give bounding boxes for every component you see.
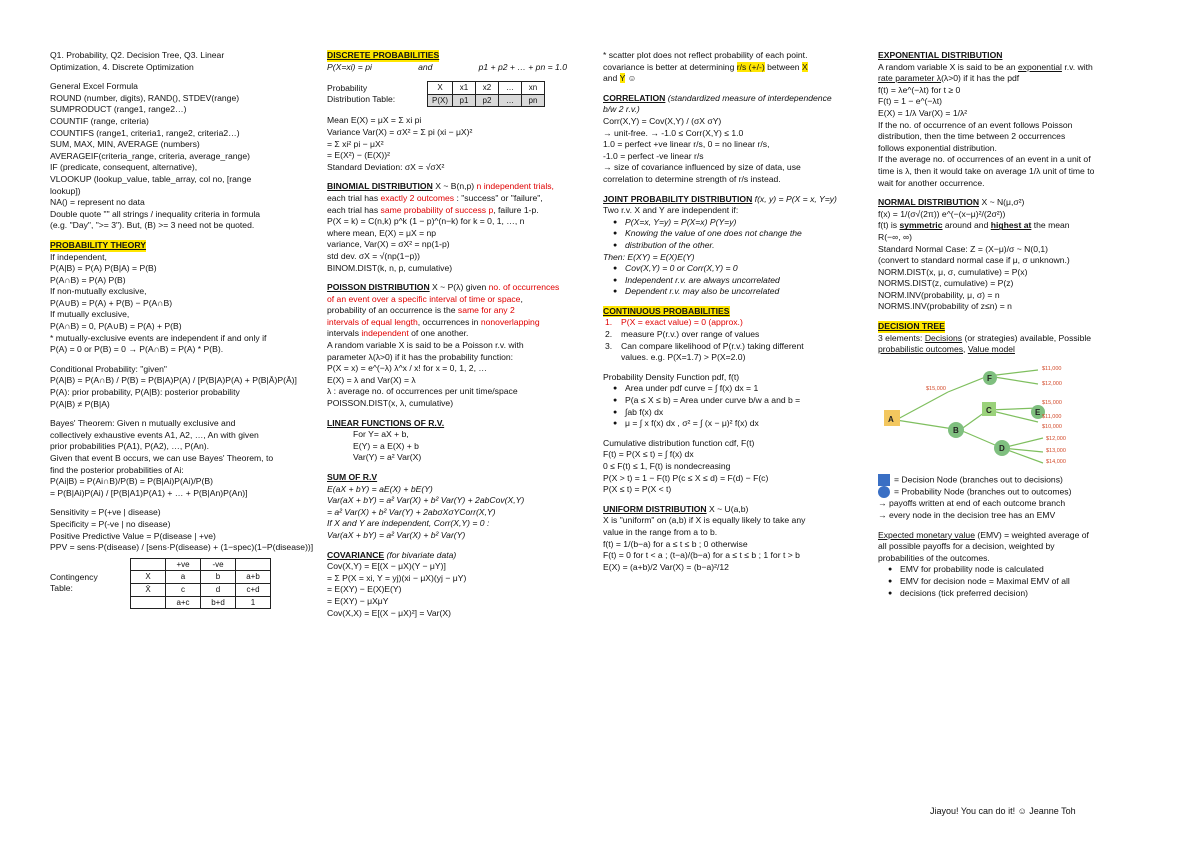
discrete-sum: p1 + p2 + … + pn = 1.0	[478, 61, 567, 72]
joint-bullets	[603, 217, 871, 252]
linear-title: LINEAR FUNCTIONS OF R.V.	[327, 417, 445, 428]
excel-list-item: Double quote "" all strings / inequality criteria in formula	[50, 208, 261, 219]
corr-list-item: correlation to determine strength of r/s instead.	[603, 173, 781, 184]
excel-list-item: SUMPRODUCT (range1, range2…)	[50, 104, 187, 115]
continuous-title: CONTINUOUS PROBABILITIES	[603, 305, 730, 316]
payoff-label: $11,000	[1042, 365, 1062, 372]
correlation-title: CORRELATION	[603, 92, 666, 103]
legend-payoff: → payoffs written at end of each outcome branch	[878, 498, 1066, 509]
binomial-list	[327, 193, 595, 216]
contingency-cell: X	[131, 571, 166, 584]
unif-list-item: F(t) = 0 for t < a ; (t−a)/(b−a) for a ≤ t ≤ b ; 1 for t > b	[603, 550, 800, 561]
joint-bul2-item: ● Independent r.v. are always uncorrelated	[603, 275, 871, 287]
prob-list-item: If non-mutually exclusive,	[50, 286, 147, 297]
poisson-notation: X ~ P(λ) given	[429, 282, 489, 293]
binomial-notation: X ~ B(n,p)	[432, 181, 477, 192]
binomial-trials: n independent trials,	[476, 181, 554, 192]
poisson-occurrences: no. of occurrences	[488, 282, 560, 293]
joint-intro: Two r.v. X and Y are independent if:	[603, 205, 739, 216]
discrete-title: DISCRETE PROBABILITIES	[327, 50, 440, 60]
exp-list-item: If the average no. of occurrences of an event in a unit of	[878, 154, 1091, 165]
legend-emv: → every node in the decision tree has an EMV	[878, 510, 1056, 521]
correlation-list	[603, 116, 871, 186]
pdf-list	[603, 383, 871, 429]
exp-list-item: E(X) = 1/λ Var(X) = 1/λ²	[878, 107, 968, 118]
bayes-list	[50, 418, 318, 499]
poisson-list-item: of an event over a specific interval of time or space,	[327, 293, 523, 304]
contingency-cell	[131, 596, 166, 609]
binom-list-item: each trial has same probability of success p, failure 1-p.	[327, 204, 539, 215]
sens-list-item: Positive Predictive Value = P(disease | +ve)	[50, 530, 216, 541]
pdf-list-item: ● Area under pdf curve = ∫ f(x) dx = 1	[603, 383, 871, 395]
joint-title: JOINT PROBABILITY DISTRIBUTION	[603, 193, 753, 204]
normal-sub: X ~ N(μ,σ²)	[979, 197, 1025, 208]
uniform-sub: X ~ U(a,b)	[706, 503, 749, 514]
contingency-cell: a+c	[166, 596, 201, 609]
covariance-title: COVARIANCE	[327, 549, 385, 560]
prob-list-item: P(A∪B) = P(A) + P(B) − P(A∩B)	[50, 297, 173, 308]
linear-list-item: Var(Y) = a² Var(X)	[353, 452, 422, 463]
joint-bullets-2	[603, 263, 871, 298]
unif-list-item: f(t) = 1/(b−a) for a ≤ t ≤ b ; 0 otherwise	[603, 538, 748, 549]
corr-list-item: -1.0 = perfect -ve linear r/s	[603, 150, 704, 161]
moments-list-item: Standard Deviation: σX = √σX²	[327, 161, 445, 172]
cdf-list-item: 0 ≤ F(t) ≤ 1, F(t) is nondecreasing	[603, 461, 731, 471]
decision-tree-intro	[878, 333, 1150, 356]
prob-list-item: If independent,	[50, 251, 107, 262]
decision-tree-diagram	[878, 360, 1128, 465]
payoff-label: $10,000	[1042, 423, 1062, 430]
exp-list-item: wait for another occurrence.	[878, 177, 985, 188]
dist-cell: x2	[476, 82, 499, 95]
excel-list-item: lookup])	[50, 185, 81, 196]
uniform-title: UNIFORM DISTRIBUTION	[603, 503, 707, 514]
poisson-title: POISSON DISTRIBUTION	[327, 282, 430, 293]
cdf-list-item: P(X ≤ t) = P(X < t)	[603, 484, 672, 495]
contingency-table	[130, 558, 271, 609]
excel-list	[50, 93, 318, 232]
prob-list-item: P(A) = 0 or P(B) = 0 → P(A∩B) = P(A) * P(B).	[50, 344, 224, 355]
contingency-cell: c	[166, 583, 201, 596]
sensitivity-list	[50, 507, 318, 553]
conditional-list	[50, 375, 318, 410]
contingency-cell: a+b	[236, 571, 271, 584]
linear-list	[327, 429, 595, 464]
dt-intro-item: 3 elements: Decisions (or strategies) available, Possible	[878, 332, 1092, 343]
node-label: B	[953, 425, 959, 435]
excel-list-item: SUM, MAX, MIN, AVERAGE (numbers)	[50, 139, 200, 150]
exp-list-item: distribution, then the time between 2 occurrences	[878, 131, 1066, 142]
contingency-cell: +ve	[166, 558, 201, 571]
moments-list-item: Mean E(X) = μX = Σ xi pi	[327, 115, 422, 126]
excel-list-item: (e.g. "Day", ">= 3"). But, (B) >= 3 need not be quoted.	[50, 220, 255, 231]
dist-cell: P(X)	[428, 94, 453, 107]
contingency-cell: b	[201, 571, 236, 584]
payoff-label: $12,000	[1042, 380, 1062, 387]
joint-bul2-item: ● Dependent r.v. may also be uncorrelated	[603, 286, 871, 298]
scatter-list-item: covariance is better at determining r/s (+/-) between X	[603, 61, 808, 72]
moments-list-item: = E(X²) − (E(X))²	[327, 150, 391, 161]
poisson-list-item: intervals of equal length, occurrences in nonoverlapping	[327, 316, 540, 327]
cond-list-item: P(A|B) ≠ P(B|A)	[50, 398, 110, 409]
binom-eq-item: std dev. σX = √(np(1−p))	[327, 250, 420, 261]
excel-list-item: VLOOKUP (lookup_value, table_array, col no, [range	[50, 173, 252, 184]
unif-list-item: X is "uniform" on (a,b) if X is equally likely to take any	[603, 515, 806, 526]
normal-list-item: R(−∞, ∞)	[878, 231, 912, 242]
sens-list-item: PPV = sens·P(disease) / [sens·P(disease) + (1−spec)(1−P(disease))]	[50, 542, 314, 553]
excel-title: General Excel Formula	[50, 81, 138, 92]
column-2	[327, 50, 595, 619]
poisson-list-item: λ : average no. of occurrences per unit time/space	[327, 386, 518, 397]
poisson-list	[327, 294, 595, 410]
corr-list-item: 1.0 = perfect +ve linear r/s, 0 = no linear r/s,	[603, 139, 770, 150]
uniform-list	[603, 515, 871, 573]
correlation-sub2: b/w 2 r.v.)	[603, 104, 640, 115]
contingency-cell	[131, 558, 166, 571]
dist-cell: x1	[453, 82, 476, 95]
payoff-label: $15,000	[926, 385, 946, 392]
poisson-list-item: parameter λ(λ>0) if it has the probability function:	[327, 351, 514, 362]
normal-title: NORMAL DISTRIBUTION	[878, 197, 980, 208]
node-label: C	[986, 405, 992, 415]
sens-list-item: Sensitivity = P(+ve | disease)	[50, 507, 161, 518]
pdf-list-item: ● P(a ≤ X ≤ b) = Area under curve b/w a and b =	[603, 395, 871, 407]
binomial-title: BINOMIAL DISTRIBUTION	[327, 181, 433, 192]
cov-list-item: = E(XY) − E(X)E(Y)	[327, 584, 402, 595]
column-1	[50, 50, 318, 609]
normal-list-item: NORM.INV(probability, μ, σ) = n	[878, 289, 1000, 300]
pdf-list-item: ● μ = ∫ x f(x) dx , σ² = ∫ (x − μ)² f(x) dx	[603, 418, 871, 430]
contingency-cell: c+d	[236, 583, 271, 596]
excel-list-item: IF (predicate, consequent, alternative),	[50, 162, 198, 173]
normal-list-item: Standard Normal Case: Z = (X−μ)/σ ~ N(0,1)	[878, 243, 1049, 254]
normal-list-item: f(t) is symmetric around and highest at the mean	[878, 220, 1070, 231]
contingency-cell: a	[166, 571, 201, 584]
exponential-list	[878, 62, 1150, 190]
contingency-label: Table:	[50, 583, 73, 594]
probability-list	[50, 252, 318, 356]
cond-list-item: P(A|B) = P(A∩B) / P(B) = P(B|A)P(A) / [P(B|A)P(A) + P(B|Ā)P(Ā)]	[50, 375, 297, 386]
continuous-item: values. e.g. P(X=1.7) > P(X=2.0)	[621, 352, 746, 363]
poisson-list-item: POISSON.DIST(x, λ, cumulative)	[327, 398, 454, 409]
moments-list-item: = Σ xi² pi − μX²	[327, 138, 384, 149]
contingency-cell: b+d	[201, 596, 236, 609]
binomial-eq-list	[327, 216, 595, 274]
decision-tree-title: DECISION TREE	[878, 321, 945, 332]
corr-list-item: Corr(X,Y) = Cov(X,Y) / (σX σY)	[603, 115, 722, 126]
continuous-item: 1. P(X = exact value) = 0 (approx.)	[605, 317, 743, 328]
excel-list-item: NA() = represent no data	[50, 197, 145, 208]
pdf-list-item: ● ∫ab f(x) dx	[603, 407, 871, 419]
cdf-list-item: F(t) = P(X ≤ t) = ∫ f(x) dx	[603, 449, 694, 460]
exp-list-item: A random variable X is said to be an exponential r.v. with	[878, 61, 1093, 72]
moments-list-item: Variance Var(X) = σX² = Σ pi (xi − μX)²	[327, 126, 473, 137]
sum-list-item: E(aX + bY) = aE(X) + bE(Y)	[327, 483, 433, 494]
exp-list-item: F(t) = 1 − e^(−λt)	[878, 96, 942, 107]
dist-cell: xn	[522, 82, 545, 95]
exp-list-item: follows exponential distribution.	[878, 142, 997, 153]
exp-list-item: time is λ, then it would take on average 1/λ unit of time to	[878, 165, 1095, 176]
poisson-list-item: E(X) = λ and Var(X) = λ	[327, 374, 416, 385]
binom-list-item: each trial has exactly 2 outcomes : "success" or "failure",	[327, 192, 543, 203]
binom-eq-item: P(X = k) = C(n,k) p^k (1 − p)^(n−k) for k = 0, 1, …, n	[327, 216, 525, 227]
bayes-list-item: P(Ai|B) = P(Ai∩B)/P(B) = P(B|Ai)P(Ai)/P(B)	[50, 476, 213, 487]
emv-list-item: Expected monetary value (EMV) = weighted average of	[878, 529, 1089, 540]
cov-list-item: = Σ P(X = xi, Y = yj)(xi − μX)(yj − μY)	[327, 572, 467, 583]
bayes-list-item: Bayes' Theorem: Given n mutually exclusive and	[50, 418, 236, 429]
cdf-list	[603, 449, 871, 495]
binom-eq-item: BINOM.DIST(k, n, p, cumulative)	[327, 262, 453, 273]
emv-list	[878, 530, 1150, 565]
sum-list	[327, 484, 595, 542]
normal-list	[878, 209, 1150, 313]
dt-intro-item: probabilistic outcomes, Value model	[878, 344, 1015, 355]
payoff-label: $12,000	[1046, 435, 1066, 442]
poisson-list-item: intervals independent of one another.	[327, 328, 469, 339]
discrete-eq: P(X=xi) = pi	[327, 61, 372, 72]
column-4	[878, 50, 1150, 599]
dist-cell: …	[499, 94, 522, 107]
binom-eq-item: where mean, E(X) = μX = np	[327, 227, 437, 238]
linear-list-item: For Y= aX + b,	[353, 429, 409, 440]
payoff-label: $11,000	[1042, 413, 1062, 420]
cdf-list-item: P(X > t) = 1 − F(t) P(c ≤ X ≤ d) = F(d) − F(c)	[603, 472, 769, 483]
node-label: D	[999, 443, 1005, 453]
discrete-and: and	[418, 61, 433, 72]
joint-sub: f(x, y) = P(X = x, Y=y)	[752, 193, 837, 204]
dist-cell: X	[428, 82, 453, 95]
payoff-label: $13,000	[1046, 447, 1066, 454]
normal-list-item: NORMS.INV(probability of z≤n) = n	[878, 301, 1012, 312]
sum-list-item: Var(aX + bY) = a² Var(X) + b² Var(Y) + 2abCov(X,Y)	[327, 495, 525, 506]
probability-node-icon	[878, 486, 890, 498]
excel-list-item: COUNTIF (range, criteria)	[50, 115, 149, 126]
scatter-list-item: and Y ☺	[603, 73, 637, 84]
covariance-sub: (for bivariate data)	[384, 549, 457, 560]
prob-list-item: P(A∩B) = P(A) P(B)	[50, 274, 126, 285]
emv-bullets	[878, 564, 1150, 599]
unif-list-item: E(X) = (a+b)/2 Var(X) = (b−a)²/12	[603, 561, 729, 572]
unif-list-item: value in the range from a to b.	[603, 526, 718, 537]
bayes-list-item: collectively exhaustive events A1, A2, …, An with given	[50, 429, 259, 440]
contingency-cell: 1	[236, 596, 271, 609]
excel-list-item: ROUND (number, digits), RAND(), STDEV(range)	[50, 92, 240, 103]
pdf-title: Probability Density Function pdf, f(t)	[603, 371, 740, 382]
emv-bul-item: ● EMV for decision node = Maximal EMV of all	[878, 576, 1150, 588]
dist-label: Probability	[327, 82, 368, 93]
cov-list-item: Cov(X,Y) = E[(X − μX)(Y − μY)]	[327, 561, 446, 572]
column-3	[603, 50, 871, 573]
scatter-list-item: * scatter plot does not reflect probability of each point.	[603, 50, 808, 60]
corr-list-item: → size of covariance influenced by size of data, use	[603, 162, 801, 173]
sum-list-item: If X and Y are independent, Corr(X,Y) = 0 :	[327, 518, 490, 529]
continuous-item: 2. measure P(r.v.) over range of values	[605, 329, 760, 340]
joint-bul-item: ● Knowing the value of one does not change the	[603, 228, 871, 240]
probability-theory-title: PROBABILITY THEORY	[50, 239, 146, 250]
normal-list-item: NORMS.DIST(z, cumulative) = P(z)	[878, 278, 1014, 289]
decision-node-icon	[878, 474, 890, 486]
cdf-title: Cumulative distribution function cdf, F(t)	[603, 437, 755, 448]
bayes-list-item: Given that event B occurs, we can use Bayes' Theorem, to	[50, 453, 274, 463]
sum-list-item: = a² Var(X) + b² Var(Y) + 2abσXσYCorr(X,Y)	[327, 506, 496, 517]
correlation-sub: (standardized measure of interdependence	[665, 92, 832, 103]
node-label: E	[1035, 407, 1041, 417]
dist-cell: p1	[453, 94, 476, 107]
cov-list-item: Cov(X,X) = E[(X − μX)²] = Var(X)	[327, 607, 451, 618]
cov-list-item: = E(XY) − μXμY	[327, 595, 389, 606]
exponential-title: EXPONENTIAL DISTRIBUTION	[878, 50, 1003, 60]
normal-list-item: (convert to standard normal case if μ, σ unknown.)	[878, 255, 1070, 266]
contingency-cell: -ve	[201, 558, 236, 571]
joint-then: Then: E(XY) = E(X)E(Y)	[603, 251, 695, 262]
dist-cell: …	[499, 82, 522, 95]
exp-list-item: If the no. of occurrence of an event follows Poisson	[878, 119, 1073, 130]
legend-probability: = Probability Node (branches out to outcomes)	[894, 486, 1072, 497]
bayes-list-item: prior probabilities P(A1), P(A2), …, P(An).	[50, 441, 210, 452]
distribution-table	[427, 81, 545, 107]
poisson-list-item: P(X = x) = e^(−λ) λ^x / x! for x = 0, 1, 2, …	[327, 363, 487, 374]
corr-list-item: → unit-free. → -1.0 ≤ Corr(X,Y) ≤ 1.0	[603, 127, 744, 138]
joint-bul-item: ● distribution of the other.	[603, 240, 871, 252]
node-label: F	[987, 373, 992, 383]
joint-bul-item: ● P(X=x, Y=y) = P(X=x) P(Y=y)	[603, 217, 871, 229]
continuous-item: 3. Can compare likelihood of P(r.v.) taking different	[605, 340, 804, 351]
node-label: A	[888, 414, 894, 424]
contingency-cell: X̄	[131, 583, 166, 596]
poisson-list-item: probability of an occurrence is the same for any 2	[327, 305, 515, 316]
footer-signature: Jiayou! You can do it! ☺ Jeanne Toh	[930, 806, 1076, 816]
cond-list-item: P(A): prior probability, P(A|B): posterior probability	[50, 387, 240, 398]
bayes-list-item: find the posterior probabilities of Ai:	[50, 464, 184, 475]
emv-bul-item: ● EMV for probability node is calculated	[878, 564, 1150, 576]
dist-cell: p2	[476, 94, 499, 107]
sens-list-item: Specificity = P(-ve | no disease)	[50, 518, 171, 529]
binom-eq-item: variance, Var(X) = σX² = np(1-p)	[327, 239, 450, 250]
emv-bul-item: ● decisions (tick preferred decision)	[878, 588, 1150, 600]
prob-list-item: P(A∩B) = 0, P(A∪B) = P(A) + P(B)	[50, 321, 182, 332]
sum-title: SUM OF R.V	[327, 472, 378, 482]
exp-list-item: f(t) = λe^(−λt) for t ≥ 0	[878, 84, 961, 95]
exp-list-item: rate parameter λ(λ>0) if it has the pdf	[878, 73, 1020, 84]
emv-list-item: all possible payoffs for a decision, weighted by	[878, 541, 1055, 552]
payoff-label: $15,000	[1042, 399, 1062, 406]
normal-list-item: f(x) = 1/(σ√(2π)) e^(−(x−μ)²/(2σ²))	[878, 208, 1006, 219]
prob-list-item: * mutually-exclusive events are independent if and only if	[50, 332, 267, 343]
bayes-list-item: = P(B|Ai)P(Ai) / [P(B|A1)P(A1) + … + P(B|An)P(An)]	[50, 487, 248, 498]
excel-list-item: COUNTIFS (range1, criteria1, range2, criteria2…)	[50, 127, 240, 138]
continuous-list	[603, 317, 871, 363]
scatter-list	[603, 50, 871, 85]
contingency-cell	[236, 558, 271, 571]
conditional-title: Conditional Probability: "given"	[50, 363, 167, 374]
legend-decision: = Decision Node (branches out to decisions)	[894, 474, 1063, 485]
moments-list	[327, 115, 595, 173]
dist-cell: pn	[522, 94, 545, 107]
joint-bul2-item: ● Cov(X,Y) = 0 or Corr(X,Y) = 0	[603, 263, 871, 275]
topics-line: Optimization, 4. Discrete Optimization	[50, 61, 194, 72]
sum-list-item: Var(aX + bY) = a² Var(X) + b² Var(Y)	[327, 529, 466, 540]
linear-list-item: E(Y) = a E(X) + b	[353, 440, 419, 451]
topics-line: Q1. Probability, Q2. Decision Tree, Q3. Linear	[50, 50, 225, 60]
poisson-list-item: A random variable X is said to be a Poisson r.v. with	[327, 340, 524, 351]
prob-list-item: If mutually exclusive,	[50, 309, 130, 320]
excel-list-item: AVERAGEIF(criteria_range, criteria, average_range)	[50, 150, 250, 161]
covariance-list	[327, 561, 595, 619]
prob-list-item: P(A|B) = P(A) P(B|A) = P(B)	[50, 263, 157, 274]
emv-list-item: probabilities of the outcomes.	[878, 552, 990, 563]
contingency-label: Contingency	[50, 571, 98, 582]
dist-label: Distribution Table:	[327, 94, 396, 105]
payoff-label: $14,000	[1046, 458, 1066, 465]
normal-list-item: NORM.DIST(x, μ, σ, cumulative) = P(x)	[878, 266, 1028, 277]
contingency-cell: d	[201, 583, 236, 596]
